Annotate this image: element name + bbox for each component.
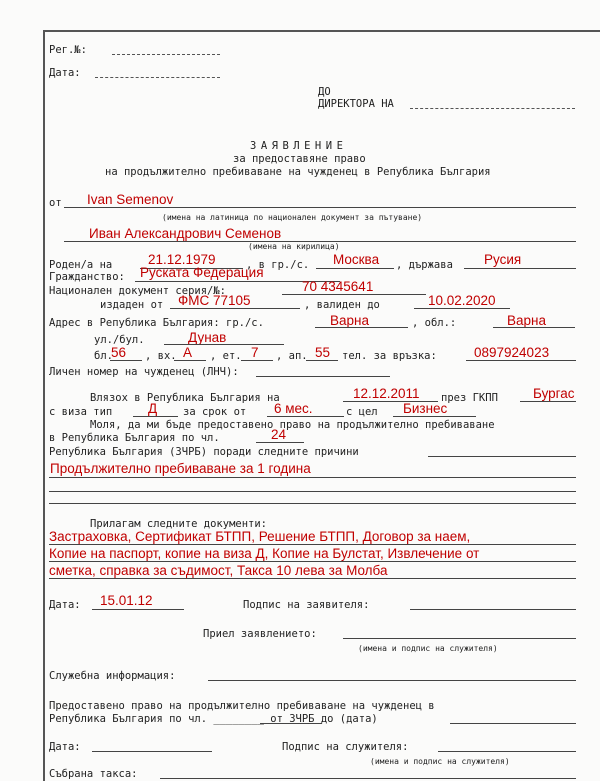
applicant-signature-label: Подпис на заявителя: — [243, 599, 370, 611]
official-info-label: Служебна информация: — [49, 670, 176, 682]
reg-number-line — [112, 54, 220, 55]
sign-date: 15.01.12 — [100, 593, 153, 608]
floor-line — [241, 360, 273, 361]
lnch-line — [256, 376, 390, 377]
documents-line-1: Застраховка, Сертификат БТПП, Решение БТПП, Договор за наем, — [49, 529, 471, 544]
document-title: ЗАЯВЛЕНИЕ — [250, 140, 348, 152]
received-caption: (имена и подпис на служителя) — [358, 644, 498, 653]
birth-city-line — [316, 268, 394, 269]
received-label: Приел заявлението: — [203, 628, 317, 640]
addressee-director: ДИРЕКТОРА НА — [318, 98, 394, 110]
official-signature-line — [438, 751, 576, 752]
addressee-to: ДО — [318, 86, 331, 98]
lnch-label: Личен номер на чужденец (ЛНЧ): — [49, 366, 239, 378]
address-city-line — [315, 327, 408, 328]
from-label: от — [49, 197, 62, 209]
documents-underline-3 — [49, 578, 576, 579]
floor: 7 — [251, 345, 259, 360]
birth-country: Русия — [484, 252, 522, 267]
official-info-line — [208, 680, 576, 681]
region-line — [493, 327, 575, 328]
reason-line-3 — [49, 503, 576, 504]
entrance: А — [183, 345, 193, 360]
date-label: Дата: — [49, 67, 81, 79]
term-label: за срок от — [183, 406, 247, 418]
name-latin-line — [64, 207, 576, 208]
country-label: , държава — [396, 259, 453, 271]
name-cyrillic: Иван Александрович Семенов — [89, 226, 282, 241]
fee-label: Събрана такса: — [49, 768, 138, 780]
passport-number: 70 4345641 — [302, 279, 374, 294]
building: 56 — [111, 345, 127, 360]
documents-underline-1 — [49, 544, 576, 545]
building-label: бл. — [94, 350, 113, 362]
street-label: ул./бул. — [94, 334, 145, 346]
date-line — [95, 77, 220, 78]
official-date-line — [450, 723, 576, 724]
birth-city: Москва — [333, 252, 380, 267]
purpose-label: с цел — [346, 406, 378, 418]
issued-by: ФМС 77105 — [178, 293, 251, 308]
term-line — [267, 416, 344, 417]
official-date-underline — [92, 751, 212, 752]
official-date-label: Дата: — [49, 741, 81, 753]
apartment: 55 — [315, 345, 331, 360]
reason-line-1 — [49, 477, 576, 478]
sign-date-label: Дата: — [49, 599, 81, 611]
official-article-line — [260, 723, 322, 724]
passport-line — [282, 294, 426, 295]
official-signature-caption: (имена и подпис на служителя) — [370, 757, 510, 766]
address-city: Варна — [330, 313, 369, 328]
apartment-line — [306, 360, 338, 361]
phone-label: тел. за връзка: — [342, 350, 437, 362]
birth-date: 21.12.1979 — [148, 252, 216, 267]
street-line — [164, 344, 284, 345]
birth-city-label: , в гр./с. — [246, 259, 310, 271]
documents-line-3: сметка, справка за съдимост, Такса 10 лева за Молба — [49, 563, 388, 578]
street: Дунав — [188, 330, 227, 345]
sign-date-line — [92, 609, 184, 610]
left-border — [43, 30, 45, 781]
article-number: 24 — [271, 427, 287, 442]
born-label: Роден/а на — [49, 259, 113, 271]
visa-type-label: с виза тип — [49, 406, 113, 418]
address-label: Адрес в Република България: гр./с. — [49, 317, 264, 329]
documents-underline-2 — [49, 561, 576, 562]
reason-head-line — [428, 456, 576, 457]
birth-country-line — [464, 268, 576, 269]
entry-label: Влязох в Република България на — [90, 392, 280, 404]
purpose: Бизнес — [403, 401, 448, 416]
entrance-label: , вх. — [145, 350, 177, 362]
valid-until: 10.02.2020 — [428, 293, 496, 308]
issued-label: издаден от — [100, 299, 164, 311]
region: Варна — [507, 313, 546, 328]
reason: Продължително пребиваване за 1 година — [50, 461, 311, 476]
request-line-2: в Република България по чл. — [49, 432, 220, 444]
phone-line — [466, 360, 576, 361]
entry-date: 12.12.2011 — [353, 386, 420, 401]
term: 6 мес. — [274, 401, 313, 416]
official-line-1: Предоставено право на продължително пребиваване на чужденец в — [49, 700, 435, 712]
reason-line-2 — [49, 491, 576, 492]
official-signature-label: Подпис на служителя: — [282, 741, 409, 753]
purpose-line — [393, 416, 476, 417]
title-line-2: за предоставяне право — [233, 153, 366, 165]
passport-label: Национален документ серия/№: — [49, 285, 227, 297]
request-line-3: Република България (ЗЧРБ) поради следните причини — [49, 446, 359, 458]
border-checkpoint: Бургас — [533, 386, 575, 401]
article-line — [256, 442, 304, 443]
floor-label: , ет. — [210, 350, 242, 362]
director-line — [410, 108, 575, 109]
checkpoint-line — [520, 401, 576, 402]
building-line — [110, 360, 142, 361]
valid-until-line — [414, 308, 510, 309]
fee-line — [160, 778, 576, 779]
received-line — [343, 638, 576, 639]
valid-until-label: , валиден до — [304, 299, 380, 311]
applicant-signature-line — [410, 609, 576, 610]
apartment-label: , ап. — [276, 350, 308, 362]
citizenship: Руската Федерация — [140, 265, 264, 280]
entrance-line — [174, 360, 206, 361]
top-border — [43, 30, 600, 32]
visa-type: Д — [148, 401, 158, 416]
region-label: , обл.: — [412, 317, 457, 329]
official-line-2: Република България по чл. ________ от ЗЧРБ до (дата) — [49, 713, 378, 725]
name-latin: Ivan Semenov — [87, 192, 174, 207]
reg-number-label: Рег.№: — [49, 44, 87, 56]
request-line-1: Моля, да ми бъде предоставено право на продължително пребиваване — [90, 419, 495, 431]
documents-line-2: Копие на паспорт, копие на виза Д, Копие на Булстат, Извлечение от — [49, 546, 480, 561]
border-checkpoint-label: през ГКПП — [441, 392, 498, 404]
documents-label: Прилагам следните документи: — [90, 518, 268, 530]
issued-line — [170, 308, 300, 309]
visa-type-line — [133, 416, 178, 417]
citizenship-label: Гражданство: — [49, 271, 125, 283]
phone: 0897924023 — [474, 345, 550, 360]
title-line-3: на продължително пребиваване на чужденец в Република България — [105, 166, 491, 178]
name-cyrillic-caption: (имена на кирилица) — [248, 242, 340, 251]
name-latin-caption: (имена на латиница по национален документ за пътуване) — [162, 213, 423, 222]
